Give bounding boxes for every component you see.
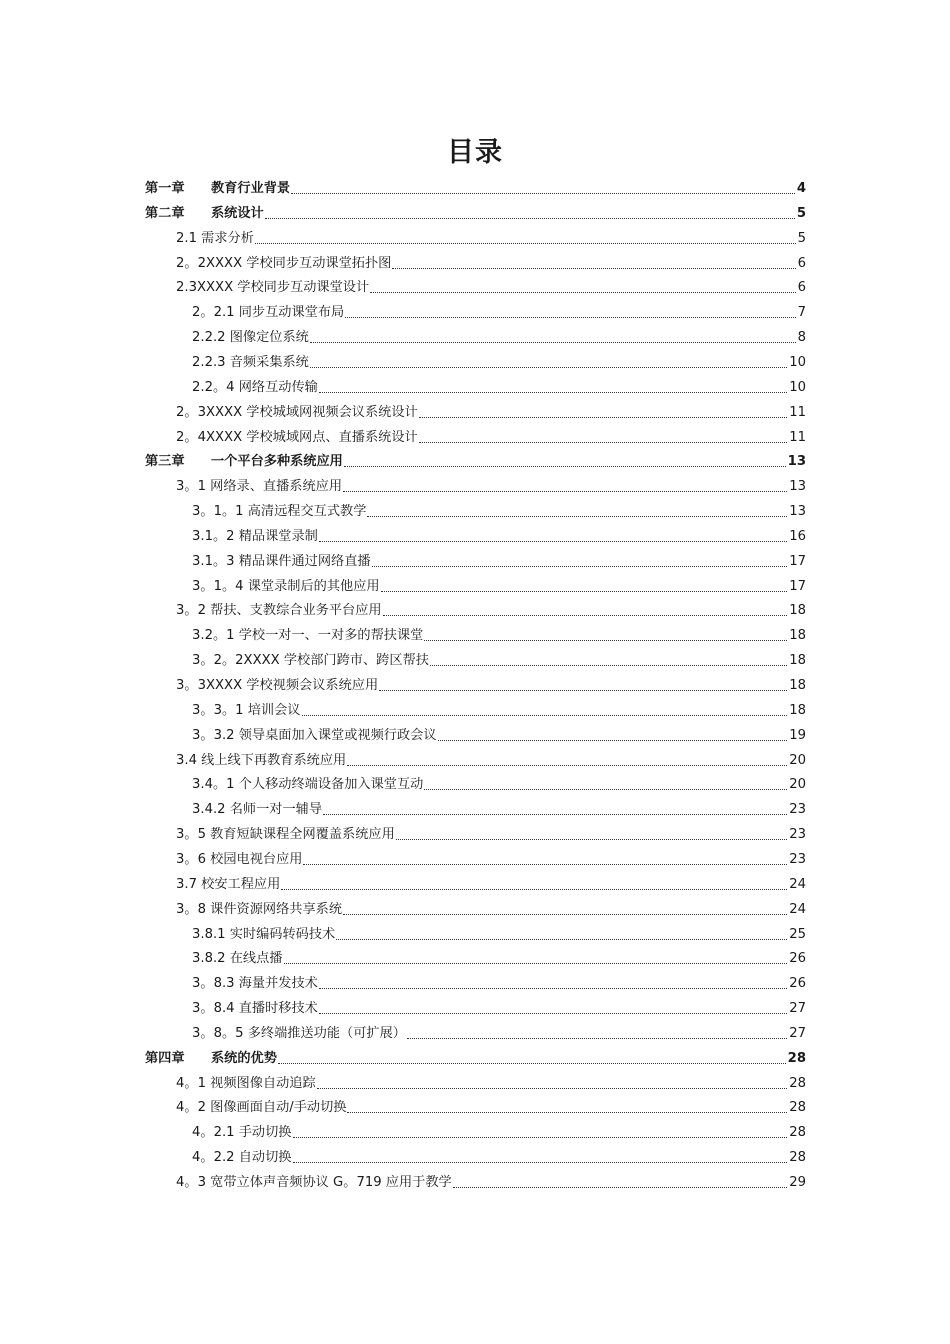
toc-entry-label bbox=[176, 478, 342, 496]
toc-entry[interactable] bbox=[192, 551, 806, 571]
toc-entry-text: 一个平台多种系统应用 bbox=[211, 454, 343, 470]
toc-entry-text: 3。1。1 高清远程交互式教学 bbox=[192, 504, 367, 520]
toc-entry-label bbox=[192, 1124, 292, 1142]
toc-entry[interactable] bbox=[176, 427, 806, 447]
toc-chapter-number: 第二章 bbox=[145, 205, 185, 221]
toc-page-number: 7 bbox=[797, 305, 806, 321]
toc-entry-text: 2。2XXXX 学校同步互动课堂拓扑图 bbox=[176, 255, 392, 271]
toc-page-number: 20 bbox=[789, 777, 806, 793]
toc-entry-label bbox=[176, 279, 369, 297]
toc-dot-leader bbox=[293, 1161, 788, 1163]
toc-entry-text: 4。2.1 手动切换 bbox=[192, 1125, 292, 1141]
toc-dot-leader bbox=[392, 267, 795, 269]
toc-entry-text: 系统的优势 bbox=[211, 1050, 277, 1066]
toc-dot-leader bbox=[310, 341, 796, 343]
toc-page-number: 26 bbox=[789, 951, 806, 967]
toc-dot-leader bbox=[424, 639, 787, 641]
toc-entry[interactable] bbox=[176, 228, 806, 248]
toc-page-number: 13 bbox=[787, 454, 806, 470]
toc-page-number: 17 bbox=[789, 578, 806, 594]
toc-page-number: 6 bbox=[797, 255, 806, 271]
toc-page-number: 5 bbox=[796, 205, 806, 221]
toc-entry[interactable] bbox=[192, 948, 806, 968]
toc-entry-text: 3.1。3 精品课件通过网络直播 bbox=[192, 553, 371, 569]
toc-entry-label bbox=[192, 304, 344, 322]
toc-entry-label bbox=[192, 776, 423, 794]
toc-entry-label bbox=[176, 404, 418, 422]
toc-dot-leader bbox=[293, 1136, 788, 1138]
toc-entry-label bbox=[192, 926, 335, 944]
toc-dot-leader bbox=[370, 291, 795, 293]
toc-dot-leader bbox=[383, 614, 788, 616]
toc-entry-text: 3.4 线上线下再教育系统应用 bbox=[176, 752, 347, 768]
toc-dot-leader bbox=[319, 391, 787, 393]
toc-entry-text: 3。1 网络录、直播系统应用 bbox=[176, 479, 343, 495]
toc-entry[interactable] bbox=[176, 824, 806, 844]
toc-entry-label bbox=[192, 354, 309, 372]
toc-dot-leader bbox=[379, 689, 787, 691]
toc-entry-text: 2。2.1 同步互动课堂布局 bbox=[192, 305, 345, 321]
toc-entry[interactable] bbox=[192, 625, 806, 645]
toc-entry[interactable] bbox=[176, 277, 806, 297]
toc-page-number: 27 bbox=[789, 1001, 806, 1017]
toc-dot-leader bbox=[407, 1037, 787, 1039]
toc-entry-label bbox=[192, 652, 429, 670]
toc-entry[interactable] bbox=[176, 1097, 806, 1117]
toc-page-number: 28 bbox=[787, 1050, 806, 1066]
toc-entry-label bbox=[192, 553, 371, 571]
toc-page-number: 11 bbox=[789, 404, 806, 420]
toc-page-number: 18 bbox=[789, 702, 806, 718]
toc-dot-leader bbox=[347, 764, 787, 766]
toc-entry-text: 系统设计 bbox=[211, 205, 264, 221]
toc-page-number: 11 bbox=[789, 429, 806, 445]
toc-entry[interactable] bbox=[176, 1073, 806, 1093]
toc-entry-text: 教育行业背景 bbox=[211, 181, 291, 196]
toc-entry-text: 3。3XXXX 学校视频会议系统应用 bbox=[176, 678, 379, 693]
toc-entry[interactable] bbox=[176, 750, 806, 770]
toc-page-number: 5 bbox=[797, 230, 806, 246]
toc-dot-leader bbox=[265, 217, 795, 219]
toc-entry[interactable] bbox=[192, 1023, 806, 1043]
toc-dot-leader bbox=[344, 465, 786, 467]
toc-dot-leader bbox=[419, 441, 787, 443]
toc-dot-leader bbox=[319, 987, 787, 989]
toc-entry[interactable] bbox=[192, 774, 806, 794]
toc-dot-leader bbox=[303, 863, 787, 865]
toc-entry-text: 3.1。2 精品课堂录制 bbox=[192, 528, 318, 544]
toc-entry-text: 2。3XXXX 学校城域网视频会议系统设计 bbox=[176, 404, 418, 420]
toc-entry[interactable] bbox=[176, 600, 806, 620]
toc-entry-text: 3.7 校安工程应用 bbox=[176, 876, 281, 892]
toc-page-number: 13 bbox=[789, 479, 806, 495]
toc-entry-text: 4。2 图像画面自动/手动切换 bbox=[176, 1100, 347, 1116]
toc-entry-text: 3。2 帮扶、支教综合业务平台应用 bbox=[176, 603, 382, 619]
toc-page-number: 28 bbox=[789, 1150, 806, 1166]
toc-entry[interactable] bbox=[192, 302, 806, 322]
toc-page-number: 10 bbox=[789, 379, 806, 395]
toc-entry[interactable] bbox=[176, 402, 806, 422]
toc-page-number: 17 bbox=[789, 553, 806, 569]
toc-entry-label bbox=[176, 851, 302, 869]
toc-page-number: 18 bbox=[789, 603, 806, 619]
toc-chapter-entry[interactable] bbox=[145, 451, 806, 471]
toc-dot-leader bbox=[302, 714, 788, 716]
toc-entry-text: 2.3XXXX 学校同步互动课堂设计 bbox=[176, 280, 370, 296]
toc-dot-leader bbox=[278, 1062, 786, 1064]
toc-page-number: 26 bbox=[789, 976, 806, 992]
toc-page-number: 23 bbox=[789, 827, 806, 843]
toc-dot-leader bbox=[323, 813, 787, 815]
toc-dot-leader bbox=[424, 788, 787, 790]
toc-entry-label bbox=[176, 429, 418, 447]
toc-chapter-number: 第三章 bbox=[145, 454, 185, 470]
toc-page-number: 27 bbox=[789, 1025, 806, 1041]
toc-entry-label bbox=[192, 1149, 292, 1167]
toc-page-number: 23 bbox=[789, 802, 806, 818]
toc-entry[interactable] bbox=[192, 327, 806, 347]
toc-page-number: 25 bbox=[789, 926, 806, 942]
toc-entry-text: 4。2.2 自动切换 bbox=[192, 1150, 292, 1166]
toc-entry[interactable] bbox=[192, 352, 806, 372]
toc-entry-label bbox=[192, 1000, 318, 1018]
toc-entry-text: 4。3 宽带立体声音频协议 G。719 应用于教学 bbox=[176, 1175, 452, 1190]
toc-dot-leader bbox=[284, 962, 788, 964]
toc-entry-text: 3。8。5 多终端推送功能（可扩展） bbox=[192, 1025, 406, 1041]
toc-page-number: 6 bbox=[797, 280, 806, 296]
toc-chapter-entry[interactable] bbox=[145, 178, 806, 198]
toc-entry[interactable] bbox=[192, 998, 806, 1018]
toc-entry[interactable] bbox=[176, 899, 806, 919]
toc-dot-leader bbox=[396, 838, 787, 840]
toc-entry-text: 3.4。1 个人移动终端设备加入课堂互动 bbox=[192, 777, 424, 793]
toc-dot-leader bbox=[317, 1087, 788, 1089]
toc-entry[interactable] bbox=[192, 799, 806, 819]
toc-entry-text: 3.8.2 在线点播 bbox=[192, 951, 283, 967]
toc-entry-text: 3.8.1 实时编码转码技术 bbox=[192, 926, 336, 942]
toc-entry-label bbox=[192, 528, 318, 546]
toc-entry-text: 3。6 校园电视台应用 bbox=[176, 851, 303, 867]
toc-entry-text: 4。1 视频图像自动追踪 bbox=[176, 1075, 316, 1091]
toc-chapter-number: 第一章 bbox=[145, 181, 185, 196]
toc-page-number: 20 bbox=[789, 752, 806, 768]
toc-entry-text: 3.4.2 名师一对一辅导 bbox=[192, 802, 323, 818]
toc-dot-leader bbox=[438, 739, 788, 741]
toc-dot-leader bbox=[343, 490, 787, 492]
toc-entry-text: 2.2.3 音频采集系统 bbox=[192, 354, 309, 370]
toc-page-number: 18 bbox=[789, 628, 806, 644]
toc-page-number: 23 bbox=[789, 851, 806, 867]
toc-entry-label bbox=[176, 230, 254, 248]
toc-entry-label bbox=[176, 901, 342, 919]
toc-dot-leader bbox=[430, 664, 787, 666]
toc-entry[interactable] bbox=[192, 501, 806, 521]
toc-entry[interactable] bbox=[192, 576, 806, 596]
toc-entry-label bbox=[176, 876, 280, 894]
toc-entry-label bbox=[192, 379, 318, 397]
toc-dot-leader bbox=[281, 888, 787, 890]
toc-entry[interactable] bbox=[192, 526, 806, 546]
toc-entry-text: 3。5 教育短缺课程全网覆盖系统应用 bbox=[176, 827, 395, 843]
toc-entry[interactable] bbox=[176, 849, 806, 869]
toc-entry-label bbox=[192, 329, 309, 347]
toc-dot-leader bbox=[453, 1186, 787, 1188]
toc-entry[interactable] bbox=[192, 973, 806, 993]
toc-entry[interactable] bbox=[176, 675, 806, 695]
toc-entry-label bbox=[176, 1174, 452, 1192]
toc-entry-text: 2.1 需求分析 bbox=[176, 230, 254, 246]
toc-page-number: 28 bbox=[789, 1100, 806, 1116]
toc-entry-label bbox=[192, 702, 301, 720]
page-title: 目录 bbox=[447, 137, 503, 168]
toc-dot-leader bbox=[255, 242, 796, 244]
toc-entry-label bbox=[192, 975, 318, 993]
toc-page-number: 28 bbox=[789, 1125, 806, 1141]
toc-entry-label bbox=[176, 1099, 346, 1117]
toc-page-number: 4 bbox=[796, 181, 806, 196]
toc-entry-label bbox=[145, 180, 290, 198]
toc-entry[interactable] bbox=[176, 874, 806, 894]
toc-dot-leader bbox=[419, 416, 787, 418]
toc-page-number: 8 bbox=[797, 330, 806, 346]
toc-chapter-entry[interactable] bbox=[145, 1048, 806, 1068]
toc-dot-leader bbox=[347, 1111, 787, 1113]
toc-entry-label bbox=[192, 1025, 406, 1043]
toc-entry-label bbox=[145, 205, 264, 223]
toc-entry[interactable] bbox=[192, 377, 806, 397]
toc-entry-label bbox=[176, 255, 391, 273]
toc-entry-label bbox=[176, 677, 378, 695]
toc-dot-leader bbox=[336, 938, 787, 940]
toc-entry-label bbox=[192, 503, 366, 521]
toc-entry[interactable] bbox=[192, 725, 806, 745]
toc-entry-text: 3。3。1 培训会议 bbox=[192, 702, 301, 718]
toc-entry-text: 2。4XXXX 学校城域网点、直播系统设计 bbox=[176, 429, 418, 445]
toc-entry-text: 3。8.4 直播时移技术 bbox=[192, 1001, 318, 1017]
toc-entry-text: 3。2。2XXXX 学校部门跨市、跨区帮扶 bbox=[192, 653, 429, 669]
toc-page-number: 13 bbox=[789, 504, 806, 520]
toc-entry[interactable] bbox=[176, 1172, 806, 1192]
toc-dot-leader bbox=[343, 913, 787, 915]
toc-entry-label bbox=[192, 727, 437, 745]
toc-page-number: 16 bbox=[789, 528, 806, 544]
toc-page-number: 18 bbox=[789, 653, 806, 669]
toc-entry[interactable] bbox=[192, 1122, 806, 1142]
toc-entry-text: 2.2.2 图像定位系统 bbox=[192, 330, 309, 346]
toc-page-number: 19 bbox=[789, 727, 806, 743]
toc-dot-leader bbox=[319, 1012, 787, 1014]
toc-dot-leader bbox=[291, 192, 795, 194]
toc-page-number: 28 bbox=[789, 1075, 806, 1091]
toc-entry-text: 3。8 课件资源网络共享系统 bbox=[176, 901, 343, 917]
toc-entry[interactable] bbox=[192, 924, 806, 944]
toc-entry-label bbox=[145, 453, 343, 471]
toc-entry[interactable] bbox=[176, 253, 806, 273]
toc-entry[interactable] bbox=[176, 476, 806, 496]
toc-entry[interactable] bbox=[192, 1147, 806, 1167]
toc-dot-leader bbox=[319, 540, 787, 542]
toc-entry-text: 3。1。4 课堂录制后的其他应用 bbox=[192, 578, 380, 594]
toc-page-number: 24 bbox=[789, 876, 806, 892]
toc-entry[interactable] bbox=[192, 700, 806, 720]
toc-entry-label bbox=[192, 627, 423, 645]
toc-entry-label bbox=[176, 602, 382, 620]
toc-page-number: 24 bbox=[789, 901, 806, 917]
toc-page-number: 18 bbox=[789, 678, 806, 693]
toc-dot-leader bbox=[310, 366, 787, 368]
toc-page-number: 10 bbox=[789, 354, 806, 370]
toc-entry-label bbox=[192, 578, 380, 596]
toc-entry-text: 3.2。1 学校一对一、一对多的帮扶课堂 bbox=[192, 628, 424, 644]
toc-entry-text: 3。3.2 领导桌面加入课堂或视频行政会议 bbox=[192, 727, 437, 743]
toc-entry-label bbox=[192, 950, 283, 968]
toc-dot-leader bbox=[381, 590, 788, 592]
toc-dot-leader bbox=[367, 515, 787, 517]
toc-entry-label bbox=[176, 1075, 316, 1093]
toc-entry-text: 2.2。4 网络互动传输 bbox=[192, 379, 318, 395]
toc-dot-leader bbox=[345, 316, 795, 318]
toc-entry-label bbox=[145, 1050, 277, 1068]
toc-chapter-entry[interactable] bbox=[145, 203, 806, 223]
toc-entry-label bbox=[176, 826, 395, 844]
toc-entry-text: 3。8.3 海量并发技术 bbox=[192, 976, 318, 992]
toc-entry-label bbox=[192, 801, 322, 819]
toc-entry[interactable] bbox=[192, 650, 806, 670]
toc-page-number: 29 bbox=[789, 1175, 806, 1190]
toc-entry-label bbox=[176, 752, 346, 770]
toc-dot-leader bbox=[372, 565, 788, 567]
toc-chapter-number: 第四章 bbox=[145, 1050, 185, 1066]
